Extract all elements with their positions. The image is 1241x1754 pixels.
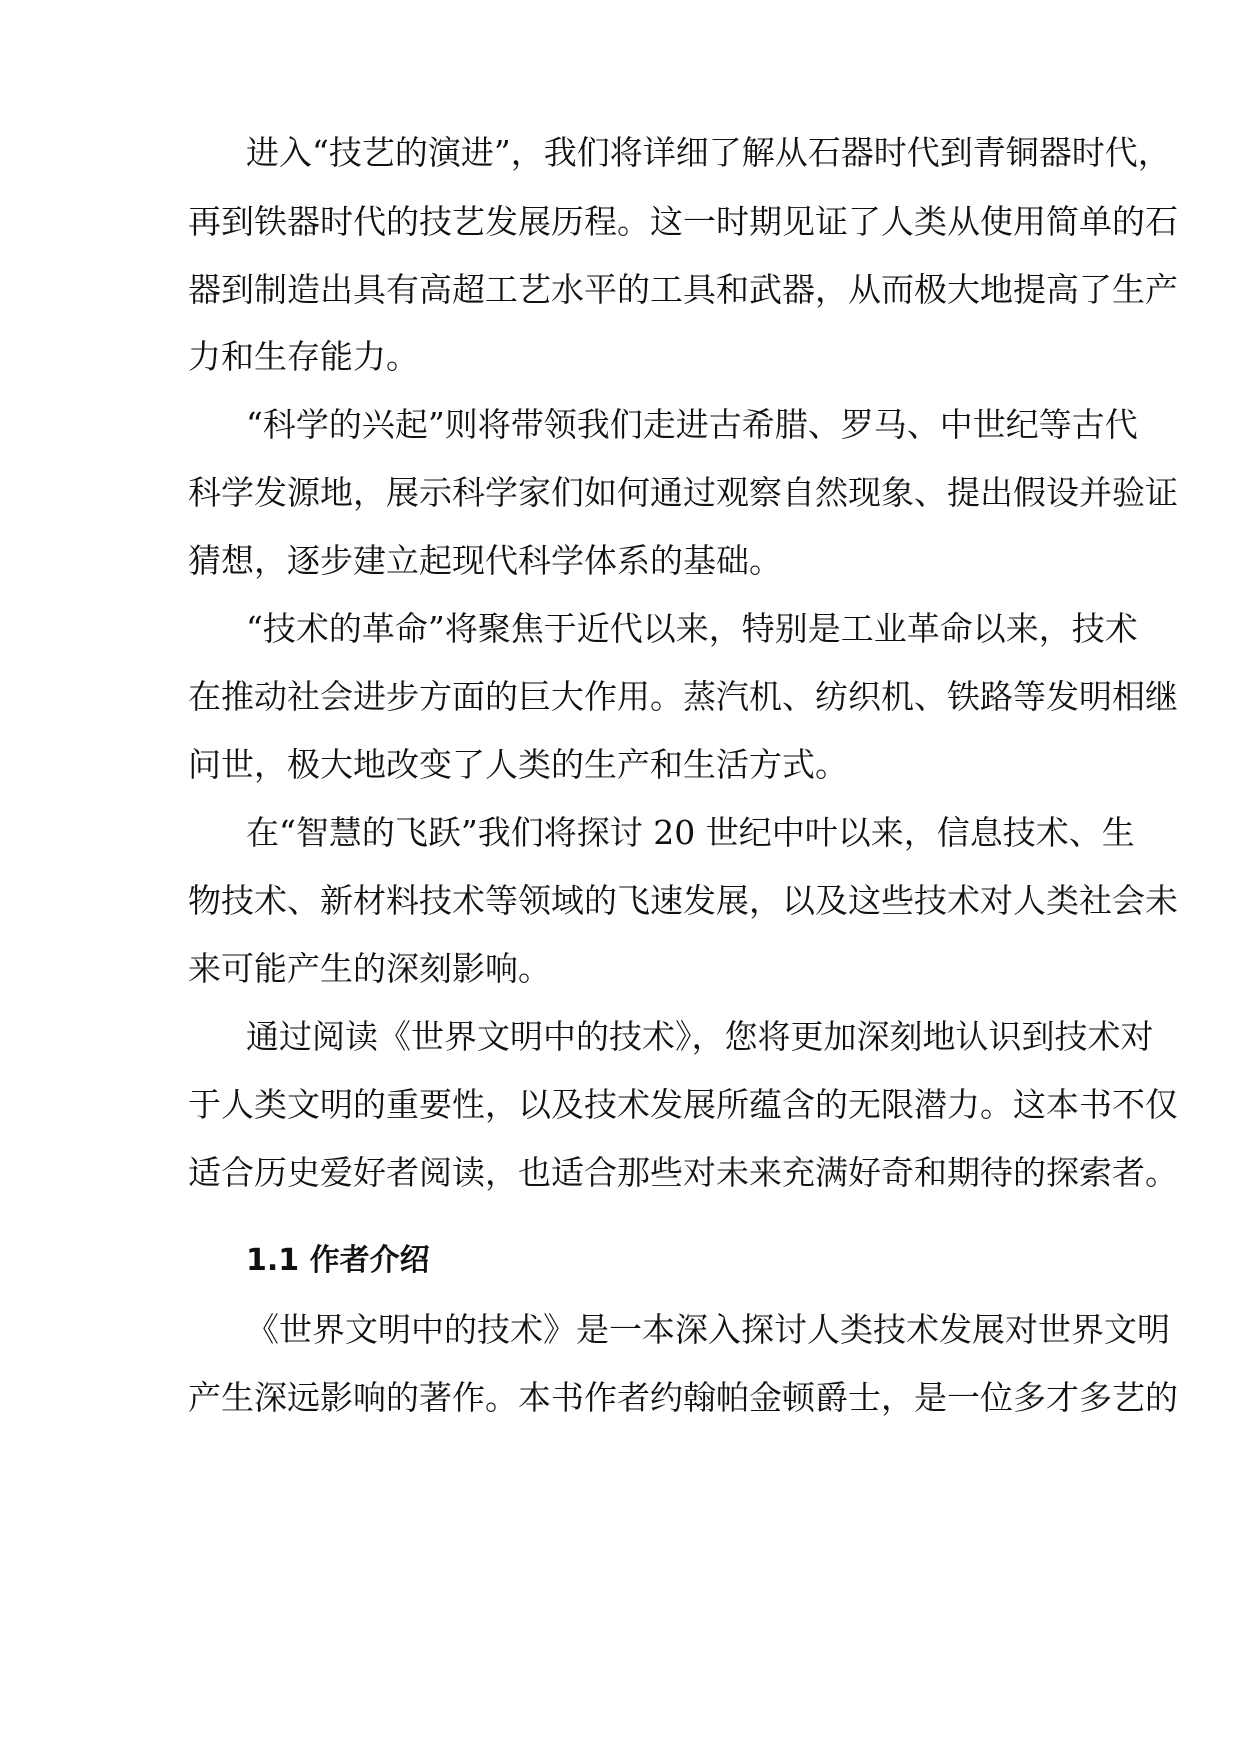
text-line: 适合历史爱好者阅读，也适合那些对未来充满好奇和期待的探索者。: [188, 1153, 1178, 1192]
text-line: 于人类文明的重要性，以及技术发展所蕴含的无限潜力。这本书不仅: [188, 1085, 1178, 1124]
text-line: 再到铁器时代的技艺发展历程。这一时期见证了人类从使用简单的石: [188, 202, 1178, 241]
text-line: 来可能产生的深刻影响。: [188, 949, 551, 988]
text-line: “技术的革命”将聚焦于近代以来，特别是工业革命以来，技术: [246, 609, 1138, 648]
text-line: 器到制造出具有高超工艺水平的工具和武器，从而极大地提高了生产: [188, 270, 1178, 309]
text-line: 《世界文明中的技术》是一本深入探讨人类技术发展对世界文明: [246, 1310, 1170, 1349]
text-line: 通过阅读《世界文明中的技术》，您将更加深刻地认识到技术对: [246, 1017, 1154, 1056]
text-line: 在“智慧的飞跃”我们将探讨 20 世纪中叶以来，信息技术、生: [246, 813, 1135, 852]
text-line: 物技术、新材料技术等领域的飞速发展，以及这些技术对人类社会未: [188, 881, 1178, 920]
text-line: 进入“技艺的演进”，我们将详细了解从石器时代到青铜器时代，: [246, 133, 1171, 172]
text-line: 在推动社会进步方面的巨大作用。蒸汽机、纺织机、铁路等发明相继: [188, 677, 1178, 716]
text-line: “科学的兴起”则将带领我们走进古希腊、罗马、中世纪等古代: [246, 405, 1138, 444]
text-line: 猜想，逐步建立起现代科学体系的基础。: [188, 541, 782, 580]
text-line: 产生深远影响的著作。本书作者约翰帕金顿爵士，是一位多才多艺的: [188, 1378, 1178, 1417]
text-line: 科学发源地，展示科学家们如何通过观察自然现象、提出假设并验证: [188, 473, 1178, 512]
text-line: 力和生存能力。: [188, 337, 419, 376]
text-line: 问世，极大地改变了人类的生产和生活方式。: [188, 745, 848, 784]
section-heading: 1.1 作者介绍: [246, 1243, 430, 1278]
